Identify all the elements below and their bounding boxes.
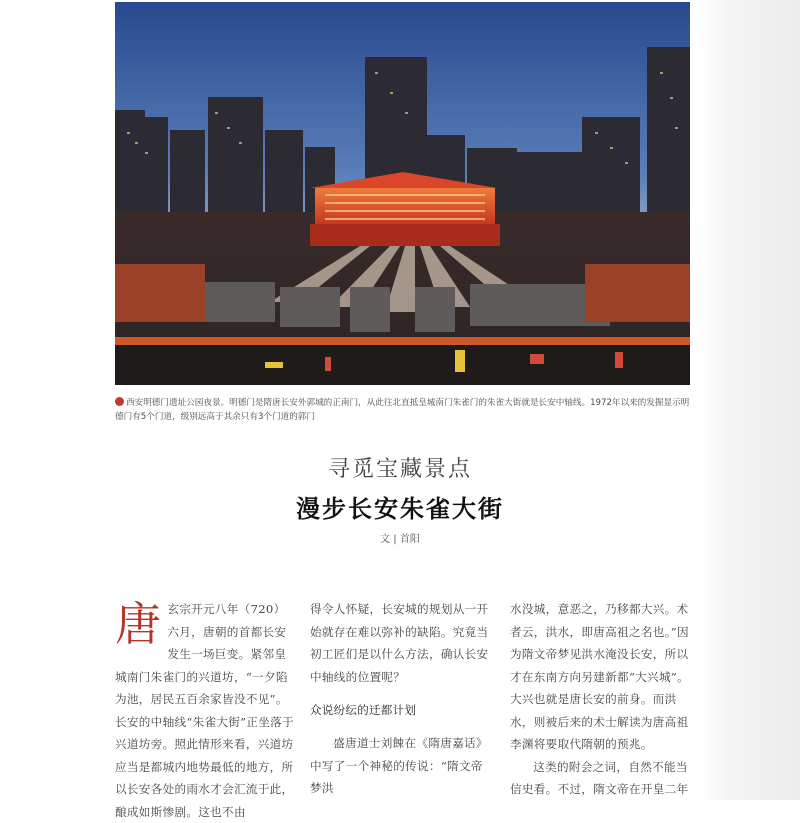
caption-text: 西安明德门遗址公园夜景。明德门是隋唐长安外郭城的正南门，从此往北直抵皇城南门朱雀门的朱雀大街就是长安中轴线。1972年以来的发掘显示明德门有5个门道，级别远高于其余只有3个门道的郭门 xyxy=(115,398,690,422)
article-byline: 文 | 首阳 xyxy=(380,534,420,545)
article-column-3 xyxy=(510,598,692,801)
photo-caption xyxy=(115,396,695,424)
article-title: 漫步长安朱雀大街 xyxy=(296,495,504,523)
column-3-text-bottom: 这类的附会之词，自然不能当信史看。不过，隋文帝在开皇二年 xyxy=(510,759,689,796)
article-subtitle: 寻觅宝藏景点 xyxy=(327,457,472,482)
column-3-text-top: 水没城，意恶之，乃移都大兴。术者云，洪水，即唐高祖之名也。”因为隋文帝梦见洪水淹没长安，所以才在东南方向另建新都“大兴城”。大兴也就是唐长安的前身。而洪水，则被后来的术士解读为唐高祖李渊将要取代隋朝的预兆。 xyxy=(510,602,689,751)
drop-cap: 唐 xyxy=(115,597,162,651)
column-2-text-bottom: 盛唐道士刘餗在《隋唐嘉话》中写了一个神秘的传说：“隋文帝梦洪 xyxy=(310,736,488,795)
caption-marker-icon xyxy=(115,397,124,406)
night-city-gate-photo xyxy=(115,2,690,385)
article-column-2 xyxy=(310,598,492,800)
column-1-text: 玄宗开元八年（720）六月，唐朝的首都长安发生一场巨变。紧邻皇城南门朱雀门的兴道坊，“一夕陷为池，居民五百余家皆没不见”。长安的中轴线“朱雀大街”正坐落于兴道坊旁。照此情形来看，兴道坊应当是都城内地势最低的地方，所以长安各处的雨水才会汇流于此，酿成如斯惨剧。这也不由 xyxy=(115,602,294,819)
article-column-1 xyxy=(115,598,297,823)
column-2-text-top: 得令人怀疑，长安城的规划从一开始就存在难以弥补的缺陷。究竟当初工匠们是以什么方法，确认长安中轴线的位置呢？ xyxy=(310,602,489,684)
section-heading: 众说纷纭的迁都计划 xyxy=(310,703,417,717)
